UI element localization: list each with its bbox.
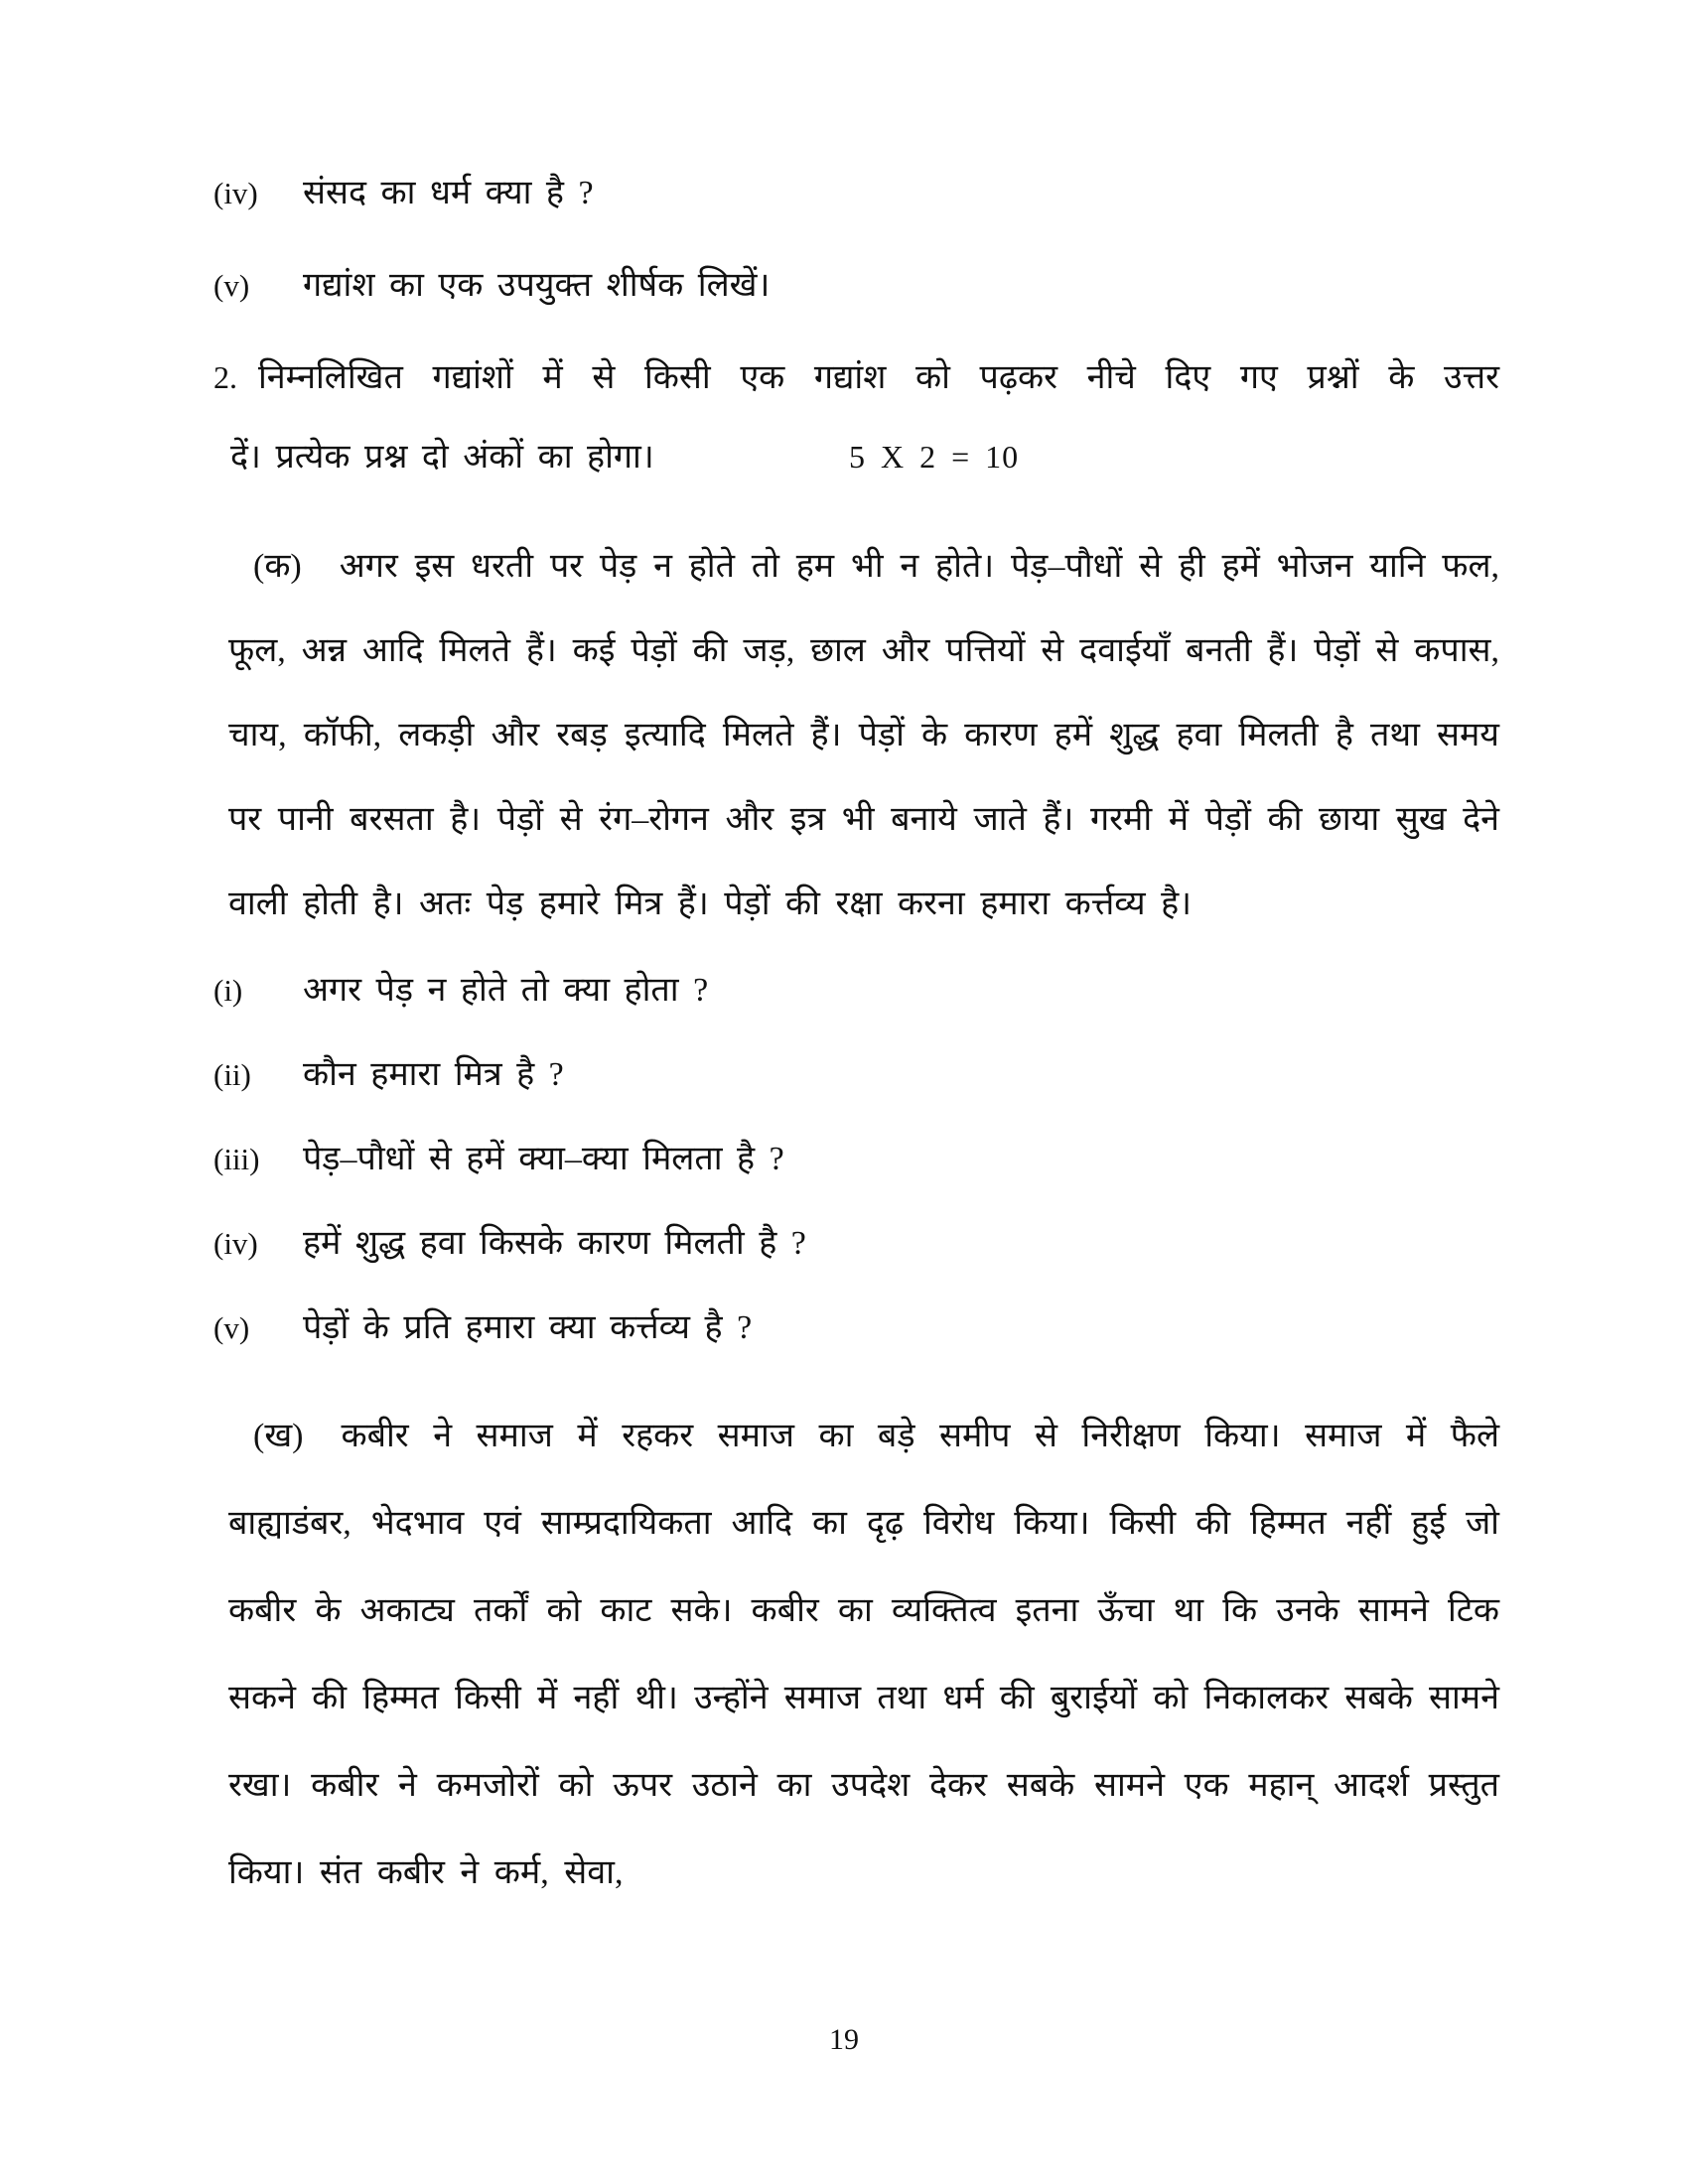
marks-scheme: 5 X 2 = 10 <box>849 439 1020 475</box>
subquestion-v <box>213 1305 1499 1350</box>
item-label: (ii) <box>213 1057 251 1092</box>
subquestion-ii <box>213 1052 1499 1097</box>
question-number: 2. <box>213 359 237 395</box>
question2-intro-line2-row <box>230 435 1499 479</box>
subquestion-iv <box>213 1221 1499 1266</box>
subquestion-iii <box>213 1137 1499 1181</box>
question1-item-v <box>213 263 1499 308</box>
item-text: अगर पेड़ न होते तो क्या होता ? <box>303 972 709 1009</box>
question1-item-iv <box>213 171 1499 215</box>
item-label: (v) <box>213 1310 250 1345</box>
item-label: (v) <box>213 268 250 303</box>
passage-ka-questions <box>213 968 1499 1350</box>
passage-label: (ख) <box>253 1418 304 1454</box>
question2-heading <box>213 355 1499 400</box>
item-text: पेड़–पौधों से हमें क्या–क्या मिलता है ? <box>303 1141 784 1177</box>
passage-ka <box>228 524 1499 946</box>
item-text: कौन हमारा मित्र है ? <box>303 1056 564 1093</box>
item-label: (i) <box>213 973 243 1008</box>
subquestion-i <box>213 968 1499 1013</box>
item-text: हमें शुद्ध हवा किसके कारण मिलती है ? <box>303 1225 806 1262</box>
item-text: पेड़ों के प्रति हमारा क्या कर्त्तव्य है ? <box>303 1309 753 1346</box>
item-label: (iii) <box>213 1142 260 1176</box>
passage-kha <box>228 1393 1499 1917</box>
passage-text: कबीर ने समाज में रहकर समाज का बड़े समीप से निरीक्षण किया। समाज में फैले बाह्याडंबर, भेदभाव एवं साम्प्रदायिकता आदि का दृढ़ विरोध किया। किसी की हिम्मत नहीं हुई जो कबीर के अकाट्य तर्कों को काट सके। कबीर का व्यक्तित्व इतना ऊँचा था कि उनके सामने टिक सकने की हिम्मत किसी में नहीं थी। उन्होंने समाज तथा धर्म की बुराईयों को निकालकर सबके सामने रखा। कबीर ने कमजोरों को ऊपर उठाने का उपदेश देकर सबके सामने एक महान् आदर्श प्रस्तुत किया। संत कबीर ने कर्म, सेवा, <box>228 1418 1499 1891</box>
question2-intro-line1: निम्नलिखित गद्यांशों में से किसी एक गद्यांश को पढ़कर नीचे दिए गए प्रश्नों के उत्तर <box>258 359 1499 396</box>
page-number: 19 <box>829 2023 859 2056</box>
item-text: गद्यांश का एक उपयुक्त शीर्षक लिखें। <box>303 267 771 304</box>
item-label: (iv) <box>213 1226 258 1261</box>
item-label: (iv) <box>213 176 258 210</box>
question2-intro-line2: दें। प्रत्येक प्रश्न दो अंकों का होगा। <box>230 439 654 476</box>
item-text: संसद का धर्म क्या है ? <box>303 175 594 211</box>
passage-label: (क) <box>253 548 302 585</box>
passage-text: अगर इस धरती पर पेड़ न होते तो हम भी न होते। पेड़–पौधों से ही हमें भोजन यानि फल, फूल, अन्न आदि मिलते हैं। कई पेड़ों की जड़, छाल और पत्तियों से दवाईयाँ बनती हैं। पेड़ों से कपास, चाय, कॉफी, लकड़ी और रबड़ इत्यादि मिलते हैं। पेड़ों के कारण हमें शुद्ध हवा मिलती है तथा समय पर पानी बरसता है। पेड़ों से रंग–रोगन और इत्र भी बनाये जाते हैं। गरमी में पेड़ों की छाया सुख देने वाली होती है। अतः पेड़ हमारे मित्र हैं। पेड़ों की रक्षा करना हमारा कर्त्तव्य है। <box>228 548 1499 922</box>
